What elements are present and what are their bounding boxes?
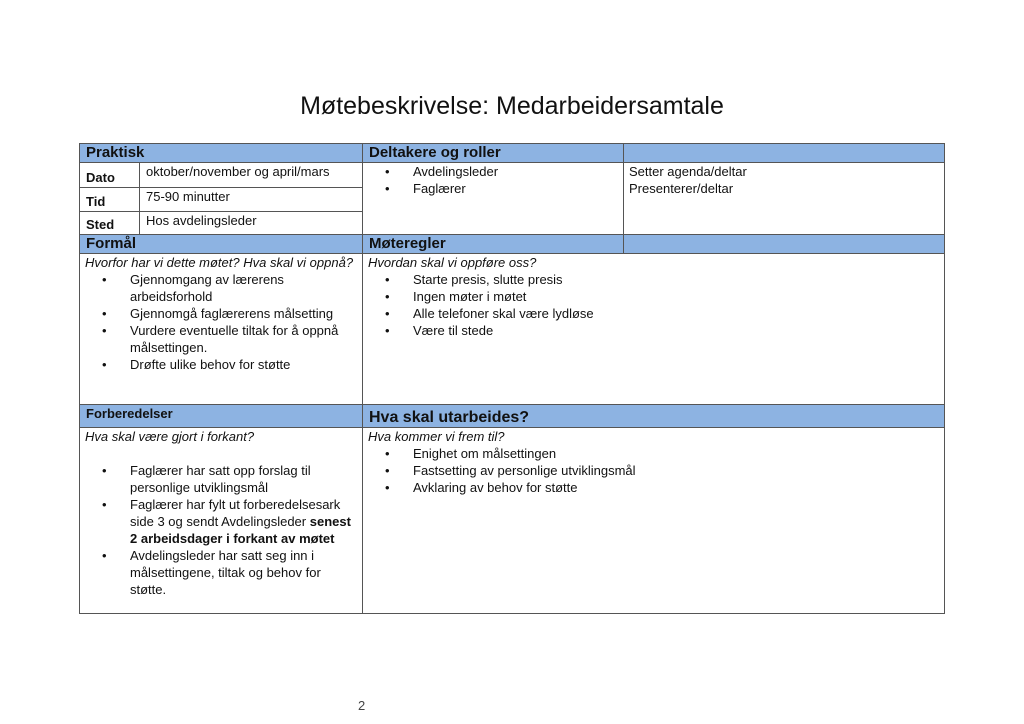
list-item: • Fastsetting av personlige utviklingsmål: [413, 462, 939, 479]
list-item: • Avdelingsleder: [413, 163, 618, 180]
moteregler-question: Hvordan skal vi oppføre oss?: [368, 255, 537, 270]
header-row-2: [80, 235, 945, 254]
forberedelser-list: [85, 462, 357, 598]
praktisk-label: Sted: [80, 211, 140, 234]
praktisk-table: [80, 163, 362, 234]
content-row-3: [80, 428, 945, 614]
praktisk-row: [80, 163, 362, 187]
list-item: [130, 462, 357, 496]
list-item: • Faglærer: [413, 180, 618, 197]
praktisk-label: Tid: [80, 187, 140, 211]
meeting-description-table: [79, 143, 945, 614]
list-item: • Være til stede: [413, 322, 939, 339]
list-item-text: Faglærer har fylt ut forberedelsesark side 3 og sendt Avdelingsleder: [130, 497, 341, 529]
list-item-bold: senest 2 arbeidsdager i forkant av møtet: [130, 514, 351, 546]
formal-header: Formål: [80, 235, 363, 254]
list-item-text: Faglærer har satt opp forslag til personlige utviklingsmål: [130, 463, 311, 495]
moteregler-cell: [363, 254, 945, 405]
participants-list: [368, 163, 618, 197]
header-row-1: [80, 144, 945, 163]
praktisk-label: Dato: [80, 163, 140, 187]
praktisk-value: Hos avdelingsleder: [140, 211, 363, 234]
role-text: Setter agenda/deltar: [629, 164, 747, 179]
utarbeides-header: Hva skal utarbeides?: [363, 405, 945, 428]
list-item: • Drøfte ulike behov for støtte: [130, 356, 357, 373]
content-row-2: [80, 254, 945, 405]
header-blank-cell: [624, 235, 945, 254]
list-item: • Enighet om målsettingen: [413, 445, 939, 462]
header-blank-cell: [624, 144, 945, 163]
list-item: [130, 496, 357, 547]
header-row-3: [80, 405, 945, 428]
formal-question: Hvorfor har vi dette møtet? Hva skal vi oppnå?: [85, 255, 354, 270]
formal-cell: [80, 254, 363, 405]
role-text: Presenterer/deltar: [629, 181, 734, 196]
list-item: • Gjennomgang av lærerens arbeidsforhold: [130, 271, 357, 305]
formal-list: [85, 271, 357, 373]
praktisk-header: Praktisk: [80, 144, 363, 163]
list-item: [130, 547, 357, 598]
list-item: • Starte presis, slutte presis: [413, 271, 939, 288]
moteregler-list: [368, 271, 939, 339]
list-item-text: Avdelingsleder har satt seg inn i målsettingene, tiltak og behov for støtte.: [130, 548, 321, 597]
forberedelser-question: Hva skal være gjort i forkant?: [85, 429, 255, 444]
deltakere-header: Deltakere og roller: [363, 144, 624, 163]
utarbeides-cell: [363, 428, 945, 614]
list-item: • Vurdere eventuelle tiltak for å oppnå målsettingen.: [130, 322, 357, 356]
utarbeides-question: Hva kommer vi frem til?: [368, 429, 505, 444]
roles-cell: [624, 163, 945, 235]
praktisk-value: 75-90 minutter: [140, 187, 363, 211]
praktisk-row: [80, 211, 362, 234]
forberedelser-header: Forberedelser: [80, 405, 363, 428]
list-item: • Gjennomgå faglærerens målsetting: [130, 305, 357, 322]
forberedelser-cell: [80, 428, 363, 614]
moteregler-header: Møteregler: [363, 235, 624, 254]
utarbeides-list: [368, 445, 939, 496]
list-item: • Avklaring av behov for støtte: [413, 479, 939, 496]
page-number: 2: [358, 698, 366, 713]
content-row-1: [80, 163, 945, 235]
praktisk-row: [80, 187, 362, 211]
praktisk-value: oktober/november og april/mars: [140, 163, 363, 187]
list-item: • Ingen møter i møtet: [413, 288, 939, 305]
list-item: • Alle telefoner skal være lydløse: [413, 305, 939, 322]
praktisk-cell: [80, 163, 363, 235]
participants-cell: [363, 163, 624, 235]
page-title: Møtebeskrivelse: Medarbeidersamtale: [300, 92, 724, 120]
